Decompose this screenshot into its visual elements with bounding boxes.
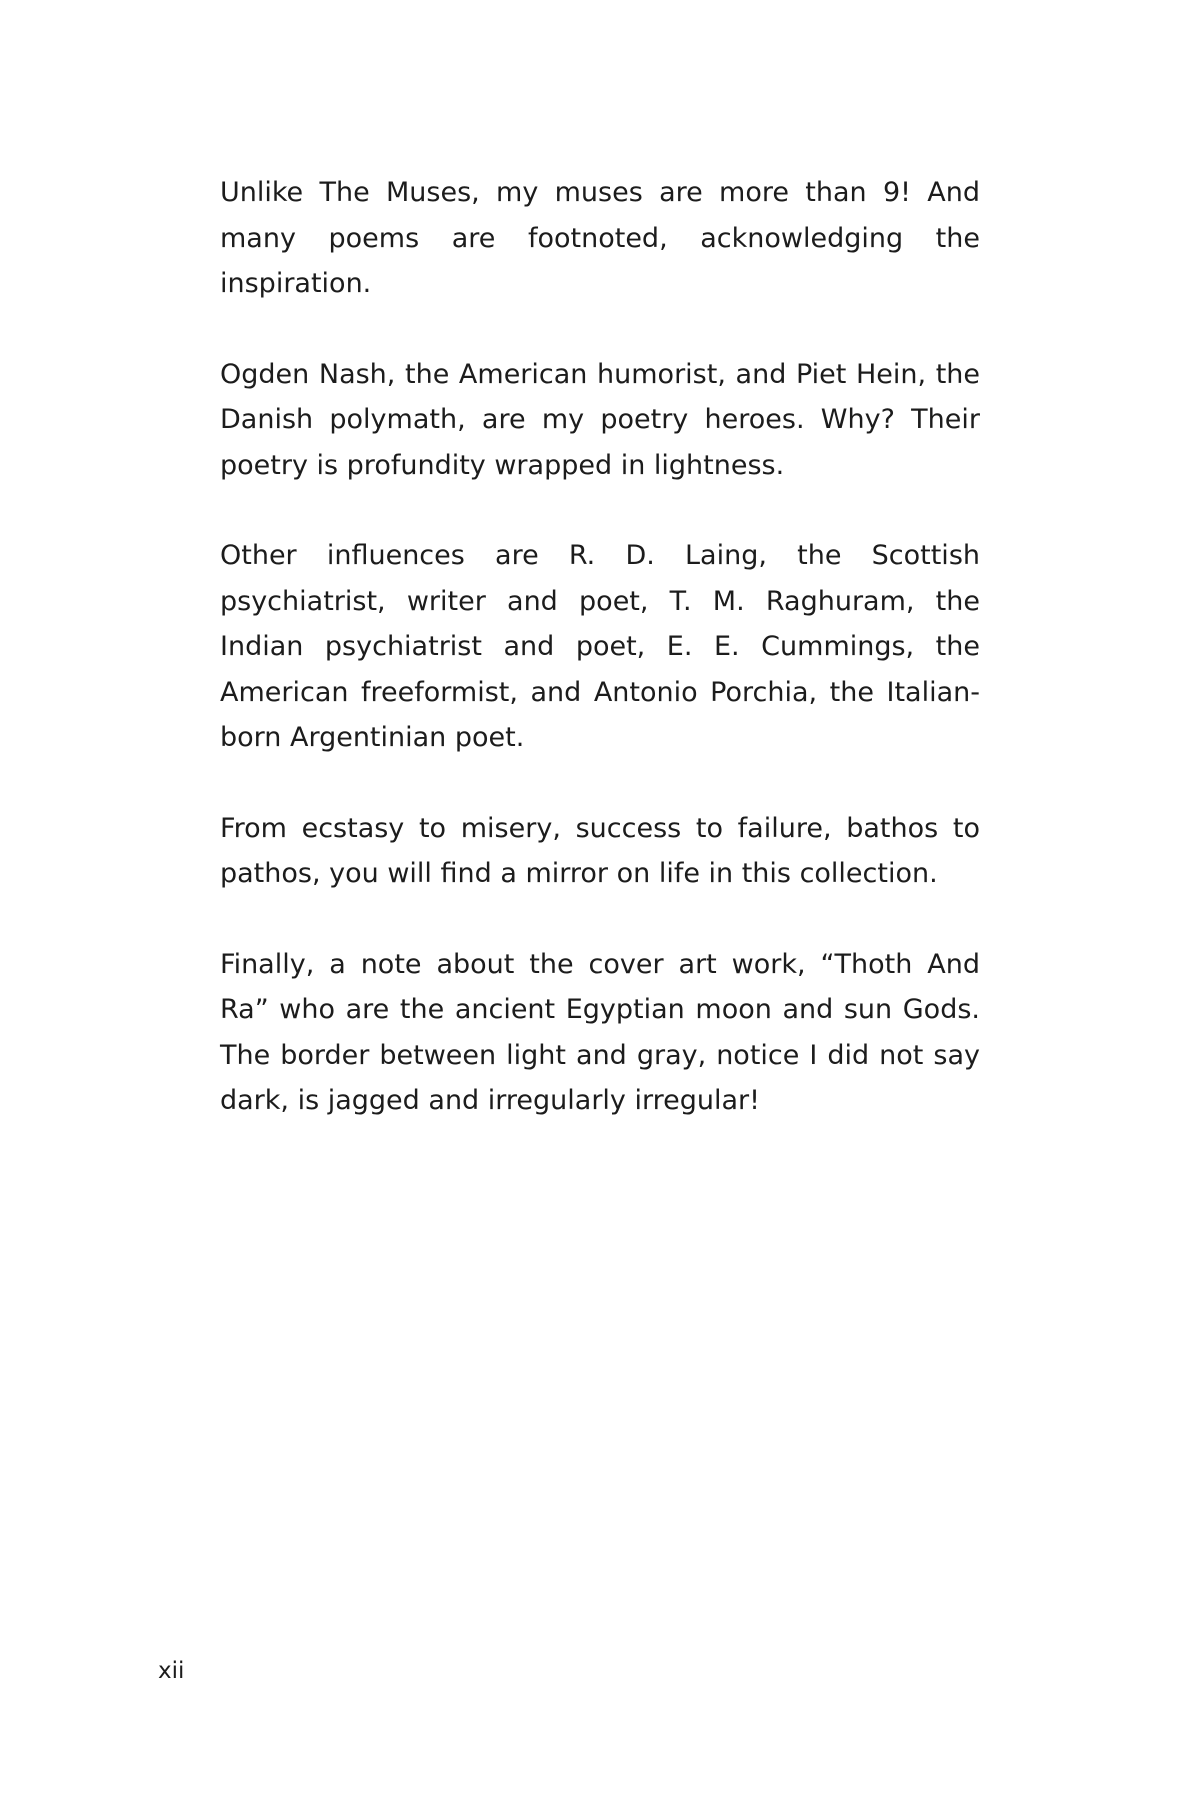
paragraph-collection: From ecstasy to misery, success to failure, bathos to pathos, you will find a mirror on life in this collection. bbox=[220, 812, 980, 889]
paragraph-cover-art: Finally, a note about the cover art work, “Thoth And Ra” who are the ancient Egyptian moon and sun Gods. The border between light and gray, notice I did not say dark, is jagged and irregularly irregular! bbox=[220, 948, 980, 1116]
paragraph-poetry-heroes: Ogden Nash, the American humorist, and Piet Hein, the Danish polymath, are my poetry heroes. Why? Their poetry is profundity wrapped in lightness. bbox=[220, 358, 980, 481]
body-text bbox=[220, 170, 980, 1169]
paragraph-influences: Other influences are R. D. Laing, the Scottish psychiatrist, writer and poet, T. M. Raghuram, the Indian psychiatrist and poet, E. E. Cummings, the American freeformist, and Antonio Porchia, the Italian-born Argentinian poet. bbox=[220, 540, 980, 753]
paragraph-muses: Unlike The Muses, my muses are more than 9! And many poems are footnoted, acknowledging the inspiration. bbox=[220, 177, 980, 299]
page-number: xii bbox=[158, 1658, 185, 1684]
